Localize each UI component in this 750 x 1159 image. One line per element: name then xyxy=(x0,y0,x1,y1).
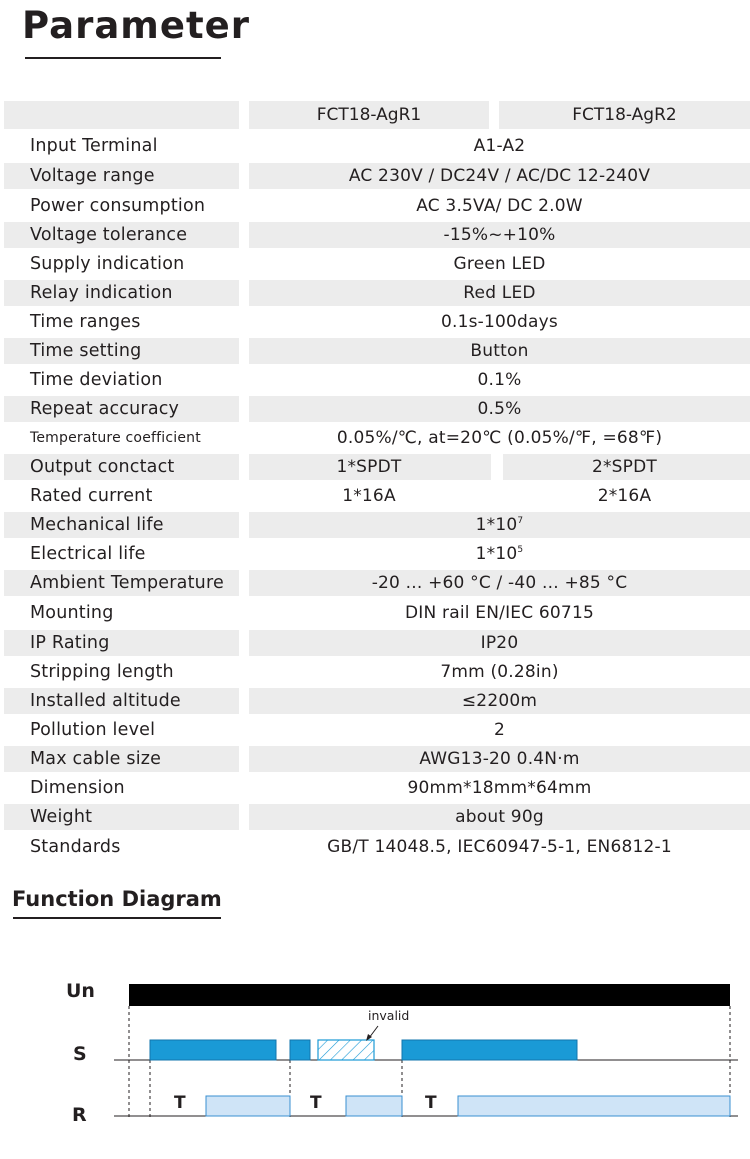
parameter-label: Weight xyxy=(30,807,93,827)
parameter-row xyxy=(0,163,750,189)
parameter-value-text: 0.5% xyxy=(477,399,522,419)
parameter-value xyxy=(249,570,750,596)
r-pulse xyxy=(346,1096,402,1116)
parameter-row xyxy=(0,717,750,743)
parameter-row xyxy=(0,512,750,538)
signal-label-s: S xyxy=(73,1043,87,1065)
parameter-value-text: IP20 xyxy=(480,633,519,653)
parameter-label: Installed altitude xyxy=(30,691,181,711)
parameter-value-text: GB/T 14048.5, IEC60947-5-1, EN6812-1 xyxy=(327,837,672,857)
r-pulse xyxy=(458,1096,730,1116)
parameter-row xyxy=(0,746,750,772)
un-pulse xyxy=(129,984,730,1006)
parameter-value xyxy=(249,775,750,801)
parameter-label: Dimension xyxy=(30,778,125,798)
parameter-label: Relay indication xyxy=(30,283,173,303)
parameter-value xyxy=(249,600,750,626)
diagram-title-underline xyxy=(13,917,221,919)
parameter-value-text: 2 xyxy=(493,720,506,740)
parameter-value-text: 0.1% xyxy=(477,370,522,390)
parameter-row xyxy=(0,338,750,364)
parameter-label: IP Rating xyxy=(30,633,110,653)
parameter-value-text: 0.1s-100days xyxy=(440,312,558,332)
model-header-1: FCT18-AgR1 xyxy=(249,101,489,129)
parameter-value-text: DIN rail EN/IEC 60715 xyxy=(405,603,594,623)
parameter-value-text: A1-A2 xyxy=(473,136,526,156)
parameter-row xyxy=(0,659,750,685)
parameter-row xyxy=(0,309,750,335)
parameter-value xyxy=(249,338,750,364)
parameter-row xyxy=(0,630,750,656)
parameter-value-model-1: 1*16A xyxy=(342,486,396,506)
parameter-label: Max cable size xyxy=(30,749,162,769)
parameter-value xyxy=(249,425,750,451)
parameter-row xyxy=(0,367,750,393)
parameter-value xyxy=(249,630,750,656)
parameter-label: Repeat accuracy xyxy=(30,399,180,419)
parameter-row xyxy=(0,396,750,422)
parameter-label: Temperature coefficient xyxy=(30,430,201,446)
parameter-value-text: Button xyxy=(470,341,529,361)
signal-label-r: R xyxy=(72,1104,87,1126)
parameter-label: Supply indication xyxy=(30,254,185,274)
parameter-value-text: 90mm*18mm*64mm xyxy=(407,778,592,798)
parameter-value xyxy=(249,717,750,743)
parameter-label: Output conctact xyxy=(30,457,175,477)
parameter-value xyxy=(249,367,750,393)
function-diagram-title: Function Diagram xyxy=(12,887,222,911)
parameter-value-text: 0.05%/℃, at=20℃ (0.05%/℉, =68℉) xyxy=(336,428,663,448)
invalid-label: invalid xyxy=(368,1008,410,1023)
parameter-value xyxy=(249,163,750,189)
parameter-row xyxy=(0,280,750,306)
parameter-row xyxy=(0,222,750,248)
parameter-label: Voltage tolerance xyxy=(30,225,188,245)
parameter-value xyxy=(249,193,750,219)
parameter-value-text: ≤2200m xyxy=(461,691,538,711)
parameter-value-text: Red LED xyxy=(463,283,536,303)
parameter-row xyxy=(0,483,750,509)
parameter-title: Parameter xyxy=(22,4,250,47)
parameter-label: Pollution level xyxy=(30,720,156,740)
parameter-row xyxy=(0,251,750,277)
s-invalid-pulse xyxy=(318,1040,374,1060)
parameter-value xyxy=(249,512,750,538)
delay-t-label: T xyxy=(310,1093,322,1113)
parameter-row xyxy=(0,570,750,596)
parameter-row xyxy=(0,600,750,626)
parameter-row xyxy=(0,425,750,451)
s-pulse xyxy=(290,1040,310,1060)
parameter-label: Time setting xyxy=(30,341,142,361)
parameter-value-exponent: 5 xyxy=(517,545,524,555)
r-pulse xyxy=(206,1096,290,1116)
parameter-value xyxy=(249,396,750,422)
parameter-value xyxy=(249,133,750,159)
parameter-label: Mounting xyxy=(30,603,114,623)
parameter-label: Rated current xyxy=(30,486,153,506)
parameter-value-text: 7mm (0.28in) xyxy=(440,662,559,682)
model-header-2: FCT18-AgR2 xyxy=(499,101,750,129)
delay-t-label: T xyxy=(174,1093,186,1113)
function-diagram xyxy=(0,960,750,1159)
parameter-value-text: 1*10 xyxy=(475,544,518,564)
parameter-row xyxy=(0,775,750,801)
s-pulse xyxy=(150,1040,276,1060)
parameter-value-text: -15%~+10% xyxy=(443,225,556,245)
parameter-row xyxy=(0,454,750,480)
parameter-value-text: AWG13-20 0.4N·m xyxy=(419,749,580,769)
parameter-value xyxy=(249,280,750,306)
parameter-value xyxy=(249,688,750,714)
parameter-value-text: AC 230V / DC24V / AC/DC 12-240V xyxy=(348,166,651,186)
parameter-value-model-2: 2*SPDT xyxy=(591,457,658,477)
parameter-row xyxy=(0,834,750,860)
delay-t-label: T xyxy=(425,1093,437,1113)
parameter-row xyxy=(0,541,750,567)
parameter-value-text: AC 3.5VA/ DC 2.0W xyxy=(416,196,583,216)
parameter-row xyxy=(0,804,750,830)
parameter-label: Electrical life xyxy=(30,544,146,564)
parameter-label: Time ranges xyxy=(30,312,141,332)
parameter-value-exponent: 7 xyxy=(517,516,524,526)
parameter-value xyxy=(249,251,750,277)
parameter-value-text: about 90g xyxy=(455,807,544,827)
parameter-label: Standards xyxy=(30,837,121,857)
parameter-label: Power consumption xyxy=(30,196,206,216)
s-pulse xyxy=(402,1040,577,1060)
parameter-value-text: -20 ... +60 °C / -40 ... +85 °C xyxy=(371,573,628,593)
parameter-label: Voltage range xyxy=(30,166,155,186)
parameter-value-text: Green LED xyxy=(453,254,546,274)
parameter-label: Stripping length xyxy=(30,662,174,682)
parameter-row xyxy=(0,688,750,714)
parameter-value xyxy=(249,804,750,830)
parameter-value xyxy=(249,659,750,685)
parameter-value-model-2: 2*16A xyxy=(597,486,652,506)
parameter-label: Time deviation xyxy=(30,370,163,390)
parameter-value xyxy=(249,309,750,335)
parameter-label: Input Terminal xyxy=(30,136,158,156)
parameter-row xyxy=(0,133,750,159)
parameter-value xyxy=(249,834,750,860)
parameter-label: Ambient Temperature xyxy=(30,573,224,593)
header-blank-cell xyxy=(4,101,239,129)
parameter-value-text: 1*10 xyxy=(475,515,518,535)
parameter-value xyxy=(249,541,750,567)
signal-label-un: Un xyxy=(66,980,95,1002)
parameter-value-model-1: 1*SPDT xyxy=(336,457,402,477)
parameter-value xyxy=(249,746,750,772)
parameter-value xyxy=(249,222,750,248)
parameter-label: Mechanical life xyxy=(30,515,164,535)
parameter-row xyxy=(0,193,750,219)
